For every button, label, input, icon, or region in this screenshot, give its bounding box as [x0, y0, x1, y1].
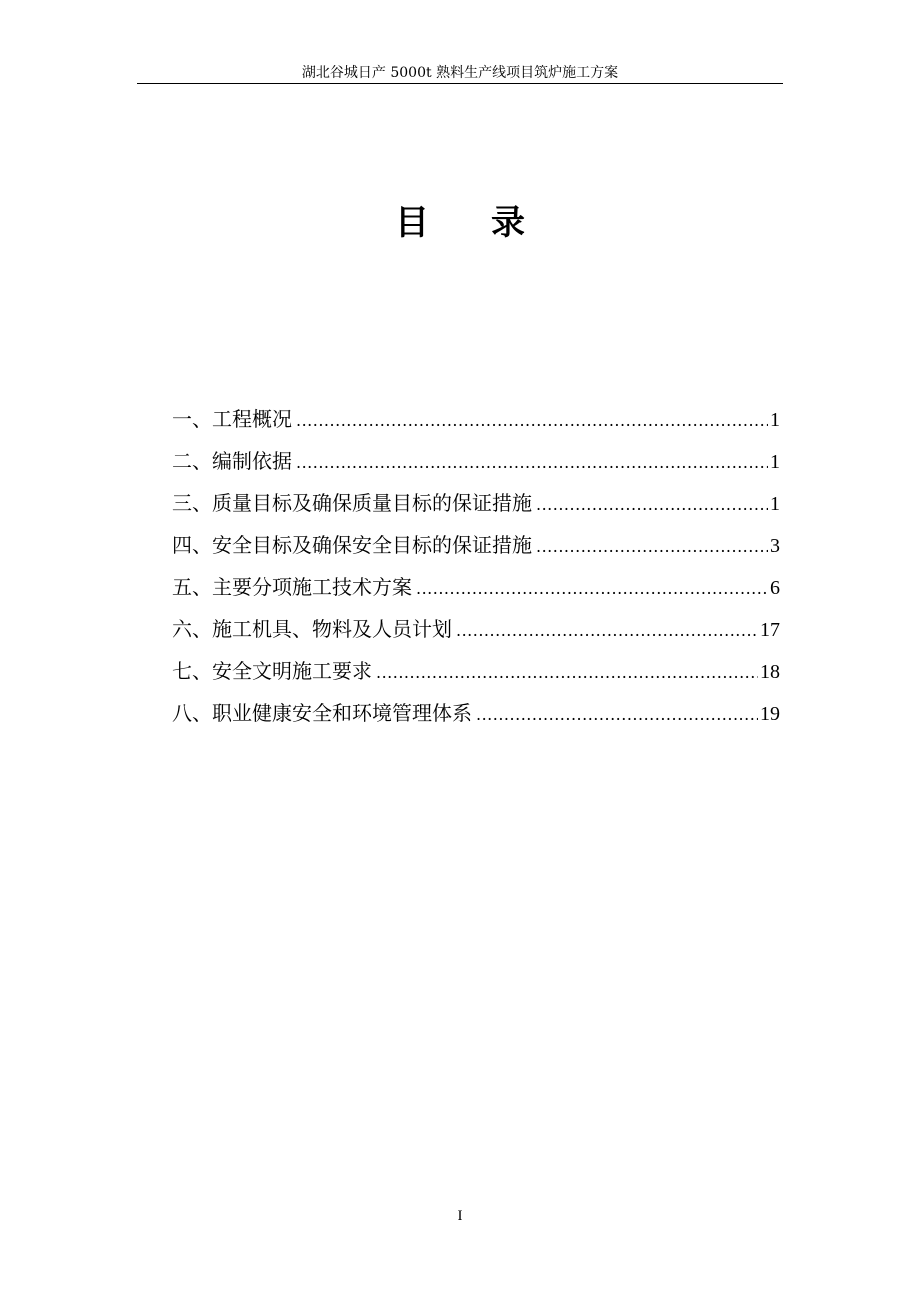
toc-entry[interactable] — [172, 398, 780, 440]
toc-page-number: 17 — [760, 619, 780, 641]
toc-title-char-1: 目 — [395, 203, 429, 243]
running-header: 湖北谷城日产 5000t 熟料生产线项目筑炉施工方案 — [301, 65, 619, 81]
toc-entry-label: 八、职业健康安全和环境管理体系 — [172, 701, 472, 725]
toc-entry[interactable] — [172, 482, 780, 524]
toc-entry-label: 四、安全目标及确保安全目标的保证措施 — [172, 533, 532, 557]
toc-entry-label: 一、工程概况 — [172, 407, 292, 431]
toc-entry[interactable] — [172, 608, 780, 650]
toc-entry[interactable] — [172, 650, 780, 692]
toc-entry-label: 三、质量目标及确保质量目标的保证措施 — [172, 491, 532, 515]
toc-dot-leader — [536, 526, 768, 568]
toc-entry[interactable] — [172, 440, 780, 482]
toc-list — [172, 398, 780, 734]
toc-entry-label: 六、施工机具、物料及人员计划 — [172, 617, 452, 641]
toc-page-number: 19 — [760, 703, 780, 725]
toc-page-number: 3 — [770, 535, 780, 557]
toc-dot-leader — [536, 484, 768, 526]
toc-dot-leader — [296, 442, 768, 484]
toc-page-number: 18 — [760, 661, 780, 683]
toc-page-number: 1 — [770, 409, 780, 431]
toc-page-number: 1 — [770, 451, 780, 473]
toc-entry-label: 五、主要分项施工技术方案 — [172, 575, 412, 599]
toc-dot-leader — [416, 568, 768, 610]
toc-entry[interactable] — [172, 692, 780, 734]
toc-page-number: 6 — [770, 577, 780, 599]
toc-title — [0, 198, 920, 248]
page-number-footer: I — [457, 1208, 463, 1224]
toc-entry[interactable] — [172, 566, 780, 608]
header-rule — [137, 83, 783, 84]
toc-entry-label: 七、安全文明施工要求 — [172, 659, 372, 683]
toc-title-char-2: 录 — [491, 203, 525, 243]
toc-dot-leader — [376, 652, 758, 694]
toc-dot-leader — [456, 610, 758, 652]
toc-dot-leader — [476, 694, 758, 736]
toc-page-number: 1 — [770, 493, 780, 515]
toc-entry-label: 二、编制依据 — [172, 449, 292, 473]
toc-entry[interactable] — [172, 524, 780, 566]
toc-dot-leader — [296, 400, 768, 442]
